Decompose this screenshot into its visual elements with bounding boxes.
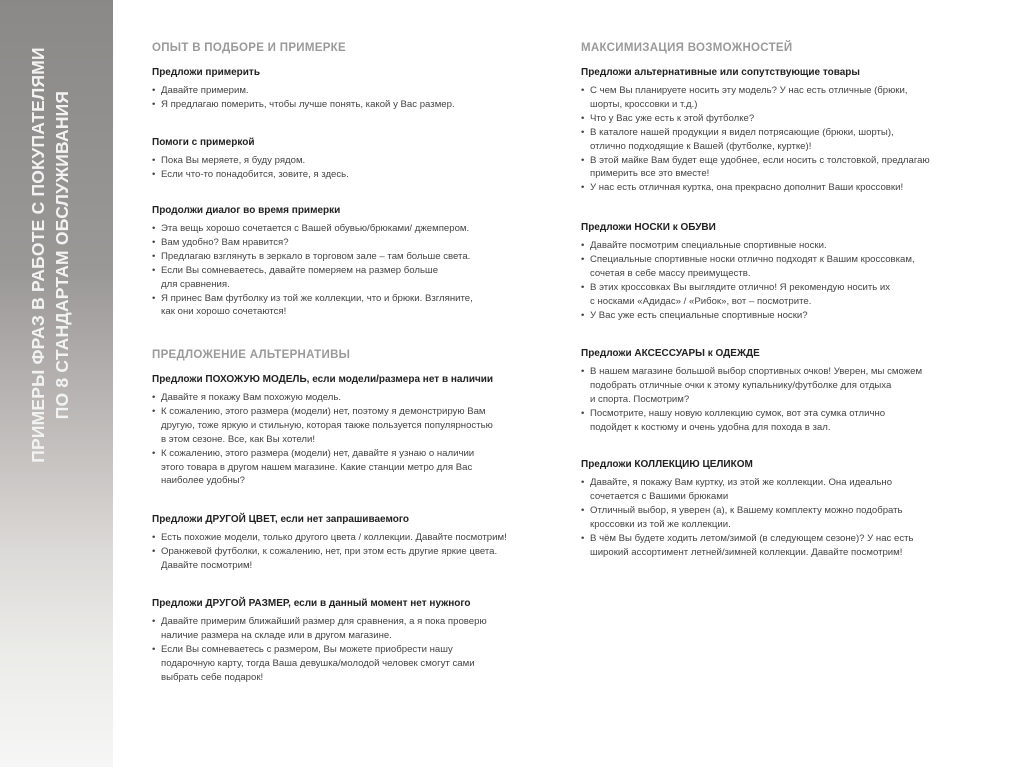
list-item-line: отлично подходящие к Вашей (футболке, куртке)! (590, 140, 812, 152)
block-other-color (152, 514, 562, 573)
list-item (152, 545, 562, 573)
list-item-line: • В этой майке Вам будет еще удобнее, если носить с толстовкой, предлагаю (590, 154, 930, 166)
bullet-list (152, 84, 562, 112)
list-item (152, 643, 562, 685)
list-item-line: наиболее удобны? (161, 475, 245, 487)
list-item (152, 391, 562, 405)
list-item-line: как они хорошо сочетаются! (161, 306, 287, 318)
list-item-line: • Давайте, я покажу Вам куртку, из этой же коллекции. Она идеально (590, 477, 893, 488)
bullet-list (581, 365, 1001, 435)
list-item (581, 504, 1001, 532)
document-title (26, 25, 86, 485)
section-title-alternatives: ПРЕДЛОЖЕНИЕ АЛЬТЕРНАТИВЫ (152, 349, 351, 361)
bullet-list (581, 239, 1001, 322)
list-item-line: • С чем Вы планируете носить эту модель? У нас есть отличные (брюки, (590, 85, 908, 96)
list-item-line: • Я принес Вам футболку из той же коллекции, что и брюки. Взгляните, (161, 292, 473, 304)
section-title-maximize: МАКСИМИЗАЦИЯ ВОЗМОЖНОСТЕЙ (581, 42, 793, 54)
list-item-line: • К сожалению, этого размера (модели) нет, поэтому я демонстрирую Вам (161, 405, 486, 417)
block-help-fitting (152, 137, 562, 182)
list-item-line: Давайте посмотрим! (161, 559, 253, 571)
list-item-line: подобрать отличные очки к этому купальнику/футболке для отдыха (590, 379, 892, 391)
list-item (152, 84, 562, 98)
list-item (152, 98, 562, 112)
list-item (152, 222, 562, 236)
list-item-line: • Я предлагаю померить, чтобы лучше понять, какой у Вас размер. (161, 98, 455, 110)
list-item (152, 236, 562, 250)
list-item (581, 154, 1001, 182)
block-continue-dialog (152, 205, 562, 319)
list-item-line: • Давайте примерим. (161, 85, 249, 96)
list-item (581, 181, 1001, 195)
block-socks (581, 222, 1001, 322)
list-item-line: сочетая в себе массу преимуществ. (590, 267, 751, 279)
list-item-line: • Давайте я покажу Вам похожую модель. (161, 392, 342, 403)
list-item-line: • Предлагаю взглянуть в зеркало в торговом зале – там больше света. (161, 250, 471, 262)
block-title: Предложи альтернативные или сопутствующие товары (581, 67, 860, 78)
block-title: Предложи ПОХОЖУЮ МОДЕЛЬ, если модели/размера нет в наличии (152, 374, 494, 385)
block-title: Помоги с примеркой (152, 137, 255, 148)
list-item-line: шорты, кроссовки и т.д.) (590, 98, 698, 110)
bullet-list (581, 84, 1001, 195)
list-item-line: • Если Вы сомневаетесь с размером, Вы можете приобрести нашу (161, 643, 453, 655)
block-title: Предложи примерить (152, 67, 260, 78)
list-item (152, 292, 562, 320)
list-item-line: широкий ассортимент летней/зимней коллекции. Давайте посмотрим! (590, 546, 903, 558)
list-item (152, 405, 562, 447)
block-other-size (152, 598, 562, 685)
list-item-line: выбрать себе подарок! (161, 671, 264, 683)
block-accessories (581, 348, 1001, 435)
list-item-line: в этом сезоне. Все, как Вы хотели! (161, 433, 316, 445)
list-item-line: • У нас есть отличная куртка, она прекрасно дополнит Ваши кроссовки! (590, 182, 904, 194)
list-item-line: этого товара в другом нашем магазине. Какие станции метро для Вас (161, 461, 473, 473)
list-item-line: для сравнения. (161, 278, 230, 290)
list-item (581, 239, 1001, 253)
title-line-2: ПО 8 СТАНДАРТАМ ОБСЛУЖИВАНИЯ (52, 90, 72, 420)
block-title: Предложи АКСЕССУАРЫ к ОДЕЖДЕ (581, 348, 760, 359)
list-item-line: и спорта. Посмотрим? (590, 393, 690, 405)
list-item-line: • В нашем магазине большой выбор спортивных очков! Уверен, мы сможем (590, 366, 923, 377)
block-title: Продолжи диалог во время примерки (152, 205, 341, 216)
block-related-products (581, 67, 1001, 195)
list-item (581, 532, 1001, 560)
list-item-line: • Отличный выбор, я уверен (а), к Вашему комплекту можно подобрать (590, 504, 903, 516)
list-item (581, 281, 1001, 309)
list-item (152, 615, 562, 643)
bullet-list (152, 615, 562, 685)
list-item-line: • Специальные спортивные носки отлично подходят к Вашим кроссовкам, (590, 253, 915, 265)
list-item (152, 168, 562, 182)
block-similar-model (152, 374, 562, 488)
list-item-line: • В этих кроссовках Вы выглядите отлично! Я рекомендую носить их (590, 281, 891, 293)
list-item-line: кроссовки из той же коллекции. (590, 518, 731, 530)
list-item (581, 407, 1001, 435)
title-line-1: ПРИМЕРЫ ФРАЗ В РАБОТЕ С ПОКУПАТЕЛЯМИ (28, 47, 48, 463)
list-item-line: • В чём Вы будете ходить летом/зимой (в следующем сезоне)? У нас есть (590, 532, 914, 544)
list-item-line: • Давайте посмотрим специальные спортивные носки. (590, 240, 827, 251)
list-item-line: • У Вас уже есть специальные спортивные носки? (590, 309, 808, 321)
bullet-list (152, 154, 562, 182)
bullet-list (152, 391, 562, 488)
section-title-fitting: ОПЫТ В ПОДБОРЕ И ПРИМЕРКЕ (152, 42, 346, 54)
list-item (152, 264, 562, 292)
list-item-line: наличие размера на складе или в другом магазине. (161, 629, 392, 641)
list-item-line: • Есть похожие модели, только другого цвета / коллекции. Давайте посмотрим! (161, 532, 507, 543)
block-title: Предложи ДРУГОЙ РАЗМЕР, если в данный момент нет нужного (152, 598, 471, 609)
block-title: Предложи НОСКИ к ОБУВИ (581, 222, 716, 233)
list-item-line: с носками «Адидас» / «Рибок», вот – посмотрите. (590, 295, 812, 307)
list-item (581, 476, 1001, 504)
list-item-line: • К сожалению, этого размера (модели) нет, давайте я узнаю о наличии (161, 447, 475, 459)
list-item-line: • Если Вы сомневаетесь, давайте померяем на размер больше (161, 264, 439, 276)
list-item-line: сочетается с Вашими брюками (590, 490, 729, 502)
list-item (152, 154, 562, 168)
list-item-line: • Посмотрите, нашу новую коллекцию сумок, вот эта сумка отлично (590, 407, 886, 419)
list-item-line: другую, тоже яркую и стильную, которая также пользуется популярностью (161, 419, 493, 431)
list-item-line: • Пока Вы меряете, я буду рядом. (161, 155, 306, 166)
list-item (581, 309, 1001, 323)
list-item-line: • Если что-то понадобится, зовите, я здесь. (161, 168, 349, 180)
list-item-line: • Давайте примерим ближайший размер для сравнения, а я пока проверю (161, 616, 487, 627)
list-item (581, 365, 1001, 407)
bullet-list (581, 476, 1001, 559)
list-item-line: подойдет к костюму и очень удобна для похода в зал. (590, 421, 831, 433)
list-item (152, 250, 562, 264)
block-title: Предложи КОЛЛЕКЦИЮ ЦЕЛИКОМ (581, 459, 753, 470)
list-item-line: • Эта вещь хорошо сочетается с Вашей обувью/брюками/ джемпером. (161, 223, 470, 234)
list-item (581, 112, 1001, 126)
list-item-line: примерить все это вместе! (590, 168, 710, 180)
list-item (152, 447, 562, 489)
list-item-line: • В каталоге нашей продукции я видел потрясающие (брюки, шорты), (590, 126, 894, 138)
list-item-line: подарочную карту, тогда Ваша девушка/молодой человек смогут сами (161, 657, 475, 669)
bullet-list (152, 222, 562, 319)
list-item (581, 84, 1001, 112)
block-title: Предложи ДРУГОЙ ЦВЕТ, если нет запрашиваемого (152, 514, 409, 525)
list-item (581, 126, 1001, 154)
list-item-line: • Что у Вас уже есть к этой футболке? (590, 112, 755, 124)
list-item-line: • Оранжевой футболки, к сожалению, нет, при этом есть другие яркие цвета. (161, 545, 498, 557)
block-offer-try-on (152, 67, 562, 112)
list-item (152, 531, 562, 545)
bullet-list (152, 531, 562, 573)
block-full-collection (581, 459, 1001, 559)
list-item (581, 253, 1001, 281)
sidebar-banner (0, 0, 113, 767)
list-item-line: • Вам удобно? Вам нравится? (161, 236, 289, 248)
